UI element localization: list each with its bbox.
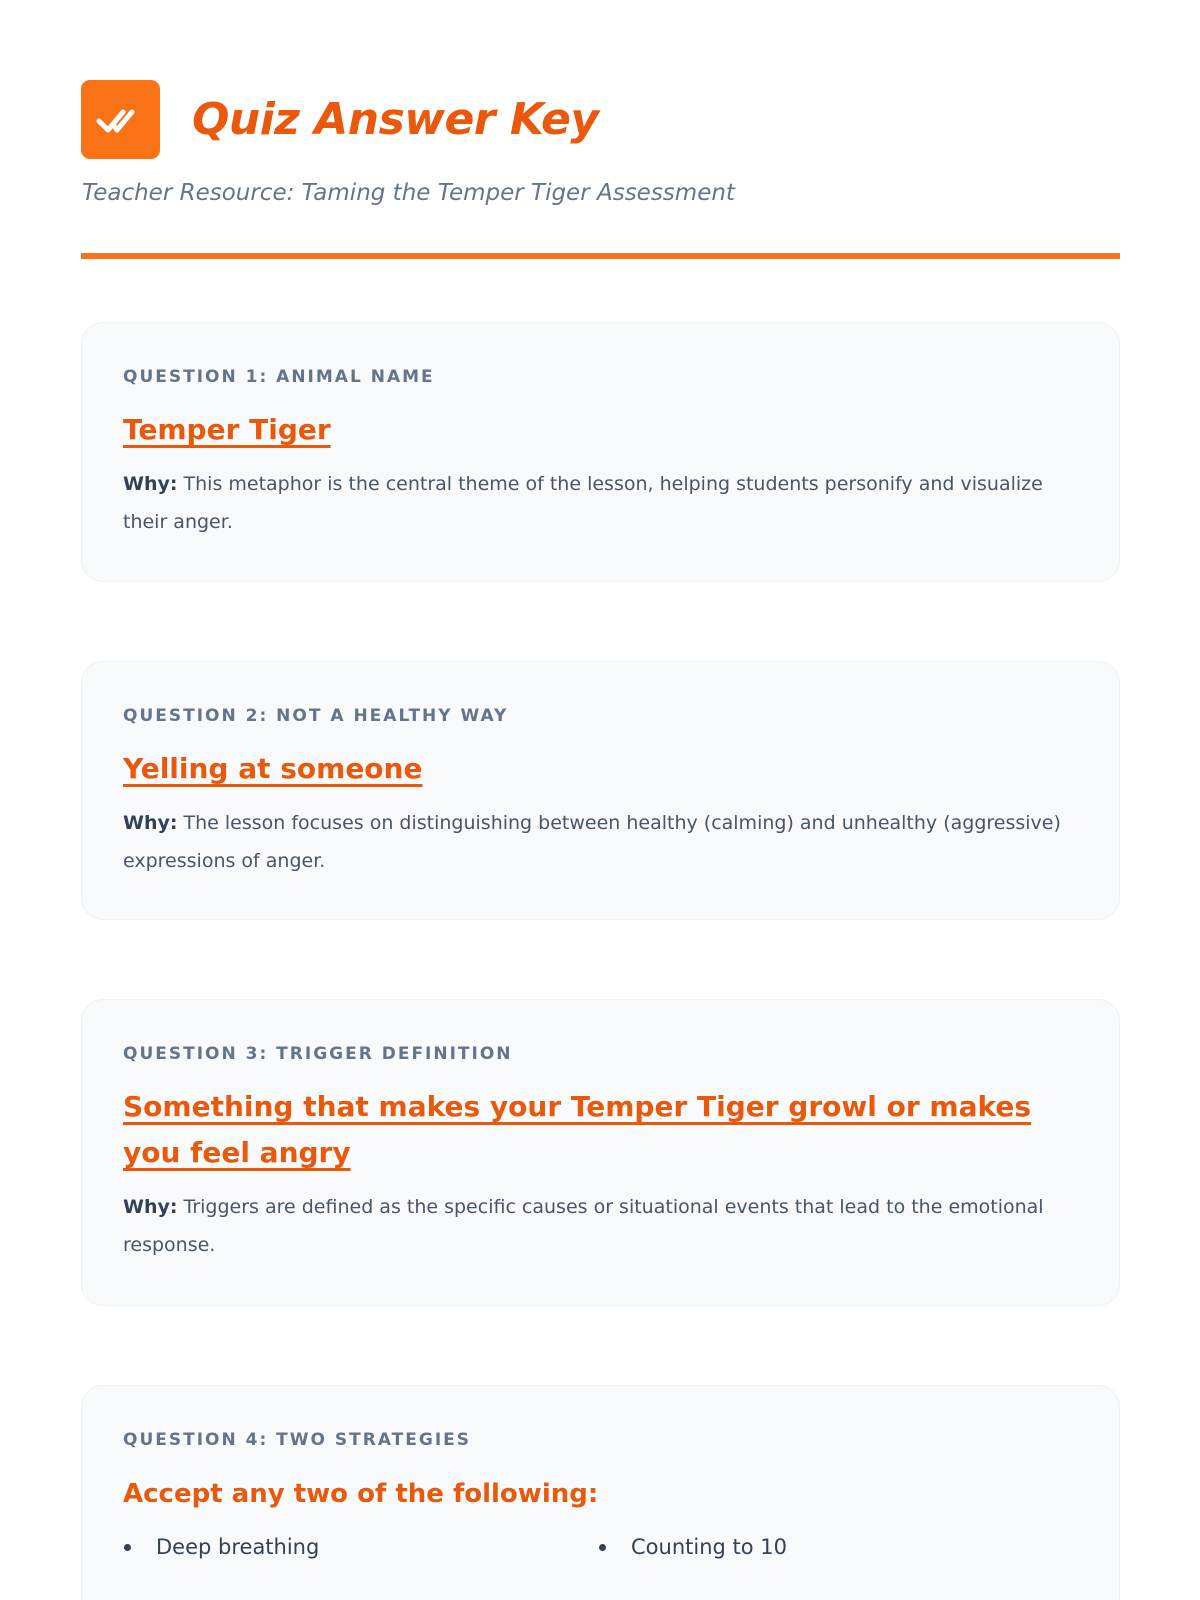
question-card-2 bbox=[81, 661, 1120, 920]
explanation bbox=[123, 1188, 1083, 1264]
question-label: QUESTION 2: NOT A HEALTHY WAY bbox=[123, 706, 509, 726]
why-label: Why: bbox=[123, 812, 178, 834]
question-card-1 bbox=[81, 322, 1120, 582]
explanation bbox=[123, 465, 1083, 541]
why-text: The lesson focuses on distinguishing between healthy (calming) and unhealthy (aggressive) expressions of anger. bbox=[123, 812, 1061, 872]
list-item: Deep breathing bbox=[123, 1532, 319, 1562]
answer-text: Temper Tiger bbox=[123, 413, 331, 446]
explanation bbox=[123, 804, 1083, 880]
page-title: Quiz Answer Key bbox=[192, 94, 599, 145]
answer-text: Something that makes your Temper Tiger growl or makes you feel angry bbox=[123, 1090, 1031, 1169]
why-text: Triggers are defined as the specific causes or situational events that lead to the emotional response. bbox=[123, 1196, 1044, 1256]
question-card-3 bbox=[81, 999, 1120, 1306]
answer-lead: Accept any two of the following: bbox=[123, 1479, 599, 1509]
why-text: This metaphor is the central theme of the lesson, helping students personify and visualize their anger. bbox=[123, 473, 1043, 533]
answer-text: Yelling at someone bbox=[123, 752, 423, 785]
header-divider bbox=[81, 253, 1120, 259]
question-card-4 bbox=[81, 1385, 1120, 1600]
double-check-icon bbox=[81, 80, 160, 159]
page-subtitle: Teacher Resource: Taming the Temper Tiger Assessment bbox=[82, 180, 735, 206]
question-label: QUESTION 3: TRIGGER DEFINITION bbox=[123, 1044, 513, 1064]
question-label: QUESTION 4: TWO STRATEGIES bbox=[123, 1430, 472, 1450]
list-item: Counting to 10 bbox=[598, 1532, 787, 1562]
question-label: QUESTION 1: ANIMAL NAME bbox=[123, 367, 435, 387]
why-label: Why: bbox=[123, 473, 178, 495]
why-label: Why: bbox=[123, 1196, 178, 1218]
